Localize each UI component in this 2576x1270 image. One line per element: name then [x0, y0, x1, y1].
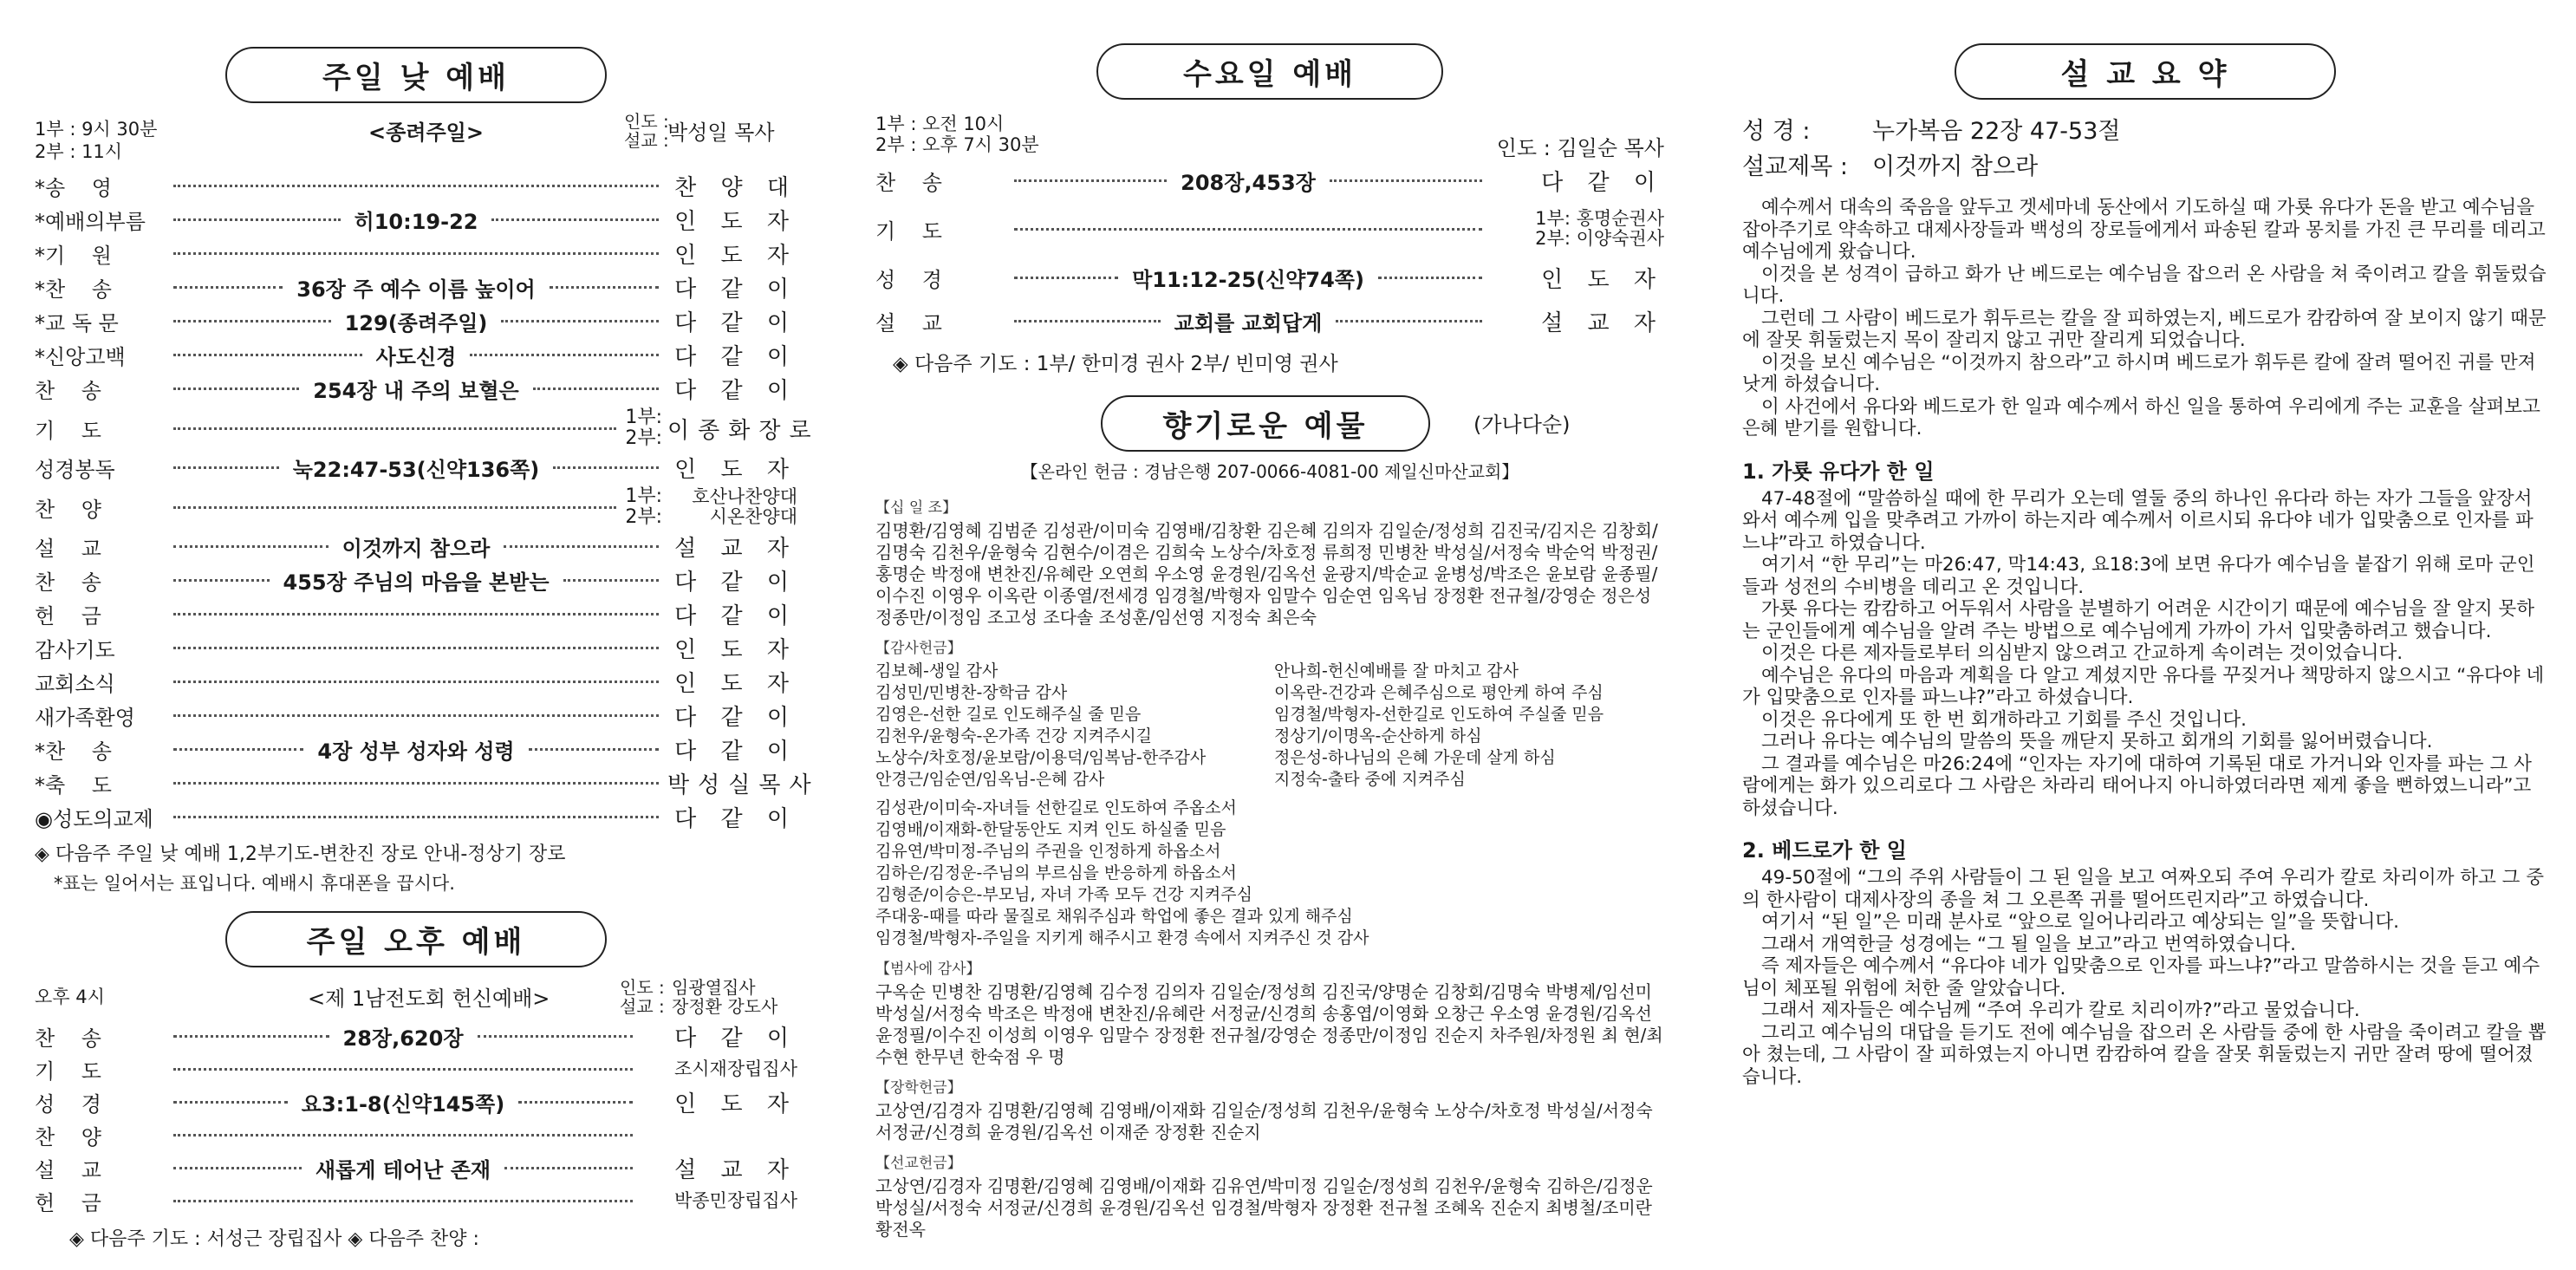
leader-dots	[173, 506, 616, 509]
order-label: *축 도	[35, 773, 112, 798]
leader-dots	[553, 466, 659, 469]
subject-label: 설교제목 :	[1742, 153, 1849, 180]
leader-dots	[529, 748, 659, 751]
sermon-paragraph: 이것은 다른 제자들로부터 의심받지 않으려고 간교하게 속이려는 것이었습니다.	[1761, 642, 2404, 664]
order-person: 다 같 이	[674, 310, 797, 336]
thanks-entry: 김형준/이승은-부모님, 자녀 가족 모두 건강 지켜주심	[875, 885, 1252, 904]
gratitude-list: 구옥순 민병찬 김명환/김영혜 김수정 김의자 김일순/정성희 김진국/양명순 김창회/김명숙 박병제/임선미 박성실/서정숙 박조은 박정애 변찬진/유혜란 서정균/신경희 송홍엽/이영화 오창근 우소영 윤경원/김옥선 윤정필/이수진 이성희 이영우 임말수 장정환 전규철/강영순 정종만/이정임 진순지 차주원/차정원 최 현/최수현 한무년 한숙점 우 명	[875, 981, 1663, 1067]
leader-dots	[173, 647, 659, 649]
order-label: 기 도	[35, 1058, 101, 1084]
order-row	[35, 699, 797, 733]
thanks-entry: 김유연/박미정-주님의 주권을 인정하게 하옵소서	[875, 842, 1221, 861]
leader-dots	[173, 354, 362, 356]
order-label: 새가족환영	[35, 706, 135, 730]
leader-dots	[173, 714, 659, 717]
order-content: 254장 내 주의 보혈은	[313, 379, 519, 403]
thanks-entry: 안나희-헌신예배를 잘 마치고 감사	[1274, 661, 1519, 681]
wednesday-header	[875, 110, 1664, 159]
leader-dots	[504, 1167, 633, 1169]
service-time-2: 2부 : 11시	[35, 141, 123, 162]
order-content: 막11:12-25(신약74쪽)	[1132, 267, 1364, 292]
leader-dots	[173, 748, 303, 751]
order-row	[35, 372, 797, 406]
order-label: *찬 송	[35, 739, 112, 764]
order-person: 설 교 자	[674, 1156, 797, 1183]
order-row	[35, 485, 797, 530]
order-row	[35, 237, 797, 270]
leader-dots	[173, 218, 341, 221]
order-label: 기 도	[35, 418, 101, 443]
leader-dots	[173, 545, 329, 548]
sermon-paragraph: 즉 제자들은 예수께서 “유다야 네가 입맞춤으로 인자를 파느냐?”라고 말씀하시는 것을 듣고 예수님이 체포될 위험에 처한 줄 알았습니다.	[1742, 955, 2540, 1000]
order-row	[35, 338, 797, 372]
sermon-paragraph: 여기서 “한 무리”는 마26:47, 막14:43, 요18:3에 보면 유다가 예수님을 붙잡기 위해 로마 군인들과 성전의 수비병을 데리고 온 것입니다.	[1742, 554, 2535, 598]
pm-next-note: ◈ 다음주 기도 : 서성근 장립집사 ◈ 다음주 찬양 :	[69, 1228, 479, 1250]
order-row	[35, 1085, 797, 1118]
leader-dots	[533, 388, 659, 390]
order-person: 인 도 자	[674, 1091, 797, 1117]
order-row	[35, 270, 797, 304]
afternoon-worship-title-wrap	[225, 911, 607, 967]
section-2-body	[1742, 867, 2548, 1088]
order-label: *예배의부름	[35, 210, 146, 234]
leader-dots	[1014, 277, 1118, 279]
section-2-title: 2. 베드로가 한 일	[1742, 838, 1907, 863]
order-person: 다 같 이	[674, 1025, 798, 1052]
order-person: 다 같 이	[674, 570, 798, 596]
order-label: 성경봉독	[35, 458, 115, 482]
thanks-entry: 정은성-하나님의 은혜 가운데 살게 하심	[1274, 748, 1556, 767]
scripture-row	[1742, 112, 2548, 146]
sermon-paragraph: 가룟 유다는 캄캄하고 어두워서 사람을 분별하기 어려운 시간이기 때문에 예수님을 잘 알지 못하는 군인들에게 예수님을 알려 주는 방법으로 예수님에게 가까이 가서 입맞춤하려고 했습니다.	[1742, 598, 2535, 642]
order-label: ◉성도의교제	[35, 807, 153, 831]
leader-dots	[173, 579, 270, 582]
wednesday-title-wrap	[1096, 43, 1443, 100]
order-label: 설 교	[35, 537, 101, 561]
order-person: 설 교 자	[1541, 309, 1664, 336]
section-1-body	[1742, 488, 2548, 820]
thanks-entry: 김성민/민병찬-장학금 감사	[875, 683, 1068, 702]
offering-sort-note: (가나다순)	[1473, 413, 1571, 437]
section-1-title: 1. 가룟 유다가 한 일	[1742, 459, 1935, 484]
order-row	[875, 256, 1664, 299]
thanks-head: 【감사헌금】	[875, 640, 962, 657]
sermon-paragraph: 47-48절에 “말씀하실 때에 한 무리가 오는데 열둘 중의 하나인 유다라 하는 자가 그들을 앞장서 와서 예수께 입을 맞추려고 가까이 하는지라 예수께서 이르시되 유다야 네가 입맞춤으로 인자를 파느냐”라고 하였습니다.	[1742, 487, 2534, 554]
leader-dots	[491, 218, 659, 221]
order-label: 찬 양	[35, 497, 101, 522]
order-person: 인 도 자	[1541, 266, 1665, 293]
wed-time-2: 2부 : 오후 7시 30분	[875, 134, 1039, 155]
leader-dots	[173, 1068, 633, 1071]
order-label: *신앙고백	[35, 345, 126, 369]
leader-dots	[173, 1200, 633, 1202]
thanks-entry: 안경근/임순연/임옥님-은혜 감사	[875, 770, 1105, 789]
wednesday-title: 수요일 예배	[1096, 43, 1443, 100]
leader-dots	[173, 1101, 288, 1104]
thanks-entry: 김보혜-생일 감사	[875, 661, 999, 681]
leader-dots	[478, 1035, 634, 1038]
sunday-worship-column	[35, 35, 820, 1250]
order-row	[35, 800, 797, 834]
order-content: 눅22:47-53(신약136쪽)	[292, 458, 540, 482]
order-row	[35, 1118, 797, 1151]
thanks-entry: 노상수/차호정/윤보람/이용덕/임복남-한주감사	[875, 748, 1207, 767]
pm-time: 오후 4시	[35, 987, 105, 1007]
thanks-entry: 이옥란-건강과 은혜주심으로 평안케 하여 주심	[1274, 683, 1603, 702]
order-label: 설 교	[875, 310, 942, 335]
order-person: 다 같 이	[674, 806, 797, 832]
sunday-worship-title-wrap	[225, 47, 607, 103]
order-label: 헌 금	[35, 1190, 101, 1215]
thanks-entry: 김하은/김정운-주님의 부르심을 반응하게 하옵소서	[875, 863, 1237, 882]
sermon-summary-title: 설 교 요 약	[1955, 43, 2336, 100]
order-label: *찬 송	[35, 277, 112, 302]
mission-head: 【선교헌금】	[875, 1155, 962, 1172]
thanks-entry: 김천우/윤형숙-온가족 건강 지켜주시길	[875, 726, 1153, 746]
leader-dots	[518, 1101, 633, 1104]
thanks-entry: 정상기/이명옥-순산하게 하심	[1274, 726, 1482, 746]
order-label: 교회소식	[35, 672, 115, 696]
order-row	[35, 597, 797, 631]
order-row	[35, 766, 820, 800]
order-person: 박종민장립집사	[673, 1189, 797, 1211]
leader-dots	[173, 427, 616, 430]
leader-dots	[550, 286, 659, 289]
order-label: 성 경	[875, 267, 942, 292]
order-content: 36장 주 예수 이름 높이어	[296, 277, 536, 302]
thanks-list	[875, 661, 1664, 791]
leader-dots	[563, 579, 660, 582]
order-label: 성 경	[35, 1091, 101, 1117]
offering-title-row	[875, 395, 1664, 451]
order-person: 1부: 홍명순권사 2부: 이양숙권사	[1535, 208, 1664, 249]
leader-dots	[173, 185, 659, 187]
order-content: 4장 성부 성자와 성령	[317, 739, 515, 764]
order-row	[35, 733, 797, 766]
thanks-entry: 주대웅-때를 따라 물질로 채워주심과 학업에 좋은 결과 있게 해주심	[875, 907, 1353, 926]
offering-title: 향기로운 예물	[1101, 395, 1430, 452]
service-time-1: 1부 : 9시 30분	[35, 119, 158, 140]
sermon-paragraph: 이것은 유다에게 또 한 번 회개하라고 기회를 주신 것입니다.	[1761, 708, 2247, 731]
leader-dots	[470, 354, 659, 356]
order-part-labels: 1부: 2부:	[625, 485, 662, 528]
leader-dots	[173, 681, 659, 683]
sermon-paragraph: 여기서 “된 일”은 미래 분사로 “앞으로 일어나리라고 예상되는 일”을 뜻합니다.	[1761, 911, 2399, 933]
leader-dots	[501, 320, 659, 322]
leader-dots	[1014, 228, 1482, 231]
order-row	[35, 203, 797, 237]
order-person: 다 같 이	[674, 378, 798, 404]
leader-dots	[173, 1167, 302, 1169]
leader-dots	[173, 782, 659, 785]
leader-dots	[1014, 179, 1167, 182]
afternoon-worship-title: 주일 오후 예배	[225, 911, 607, 967]
order-content: 455장 주님의 마음을 본받는	[283, 570, 550, 595]
order-person: 다 같 이	[674, 344, 797, 370]
thanks-entry: 김영배/이재화-한달동안도 지켜 인도 하실줄 믿음	[875, 820, 1226, 839]
sermon-paragraph: 이것을 보신 예수님은 “이것까지 참으라”고 하시며 베드로가 휘두른 칼에 잘려 떨어진 귀를 만져 낫게 하셨습니다.	[1742, 351, 2536, 395]
order-label: 헌 금	[35, 604, 101, 628]
sermon-title-wrap	[1955, 43, 2336, 100]
order-person: 설 교 자	[674, 536, 797, 562]
order-person: 찬 양 대	[674, 175, 797, 201]
wed-time-1: 1부 : 오전 10시	[875, 114, 1005, 134]
order-row	[35, 1184, 797, 1217]
wednesday-offering-column	[875, 35, 1664, 1248]
standing-note: *표는 일어서는 표입니다. 예배시 휴대폰을 끕시다.	[54, 873, 455, 894]
order-content: 28장,620장	[342, 1026, 464, 1051]
leader-dots	[173, 388, 299, 390]
leader-dots	[1378, 277, 1482, 279]
sermon-paragraph: 그런데 그 사람이 베드로가 휘두르는 칼을 잘 피하였는지, 베드로가 캄캄하여 잘 보이지 않기 때문에 잘못 휘둘렀는지 목이 잘리지 않고 귀만 잘리게 되었습니다.	[1742, 307, 2547, 351]
thanks-list-2	[875, 798, 1664, 949]
leader-dots	[173, 252, 659, 255]
order-person: 인 도 자	[674, 637, 797, 663]
order-person: 이종화장로	[667, 417, 820, 444]
sermon-summary-column	[1742, 35, 2548, 1248]
sermon-paragraph: 그리고 예수님의 대답을 듣기도 전에 예수님을 잡으러 온 사람들 중에 한 사람을 죽이려고 칼을 뽑아 쳤는데, 그 사람이 잘 피하였는지 아니면 캄캄하여 칼을 잘못 휘둘렀는지 귀만 잘려 땅에 떨어졌습니다.	[1742, 1021, 2547, 1088]
order-person: 조시재장립집사	[673, 1058, 797, 1079]
order-content: 교회를 교회답게	[1174, 310, 1323, 335]
order-person: 인 도 자	[674, 457, 797, 483]
order-person: 다 같 이	[674, 277, 798, 303]
order-part-labels: 1부: 2부:	[625, 407, 662, 449]
order-row	[35, 563, 797, 597]
online-offering: 【온라인 헌금 : 경남은행 207-0066-4081-00 제일신마산교회】	[1020, 461, 1519, 482]
order-content: 208장,453장	[1181, 170, 1316, 195]
order-row	[35, 1052, 797, 1085]
leader-dots	[1336, 320, 1482, 322]
leader-dots	[173, 286, 283, 289]
sermon-subject: 이것까지 참으라	[1872, 153, 2039, 180]
order-row	[875, 159, 1664, 202]
sermon-paragraph: 49-50절에 “그의 주위 사람들이 그 된 일을 보고 여짜오되 주여 우리가 칼로 차리이까 하고 그 중의 한사람이 대제사장의 종을 쳐 그 오른쪽 귀를 떨어뜨린지라”고 하였습니다.	[1742, 867, 2545, 911]
order-row	[35, 665, 797, 699]
order-label: 찬 송	[875, 170, 942, 195]
leader-dots	[173, 320, 331, 322]
order-label: 찬 양	[35, 1124, 101, 1150]
sermon-paragraph: 이것을 본 성격이 급하고 화가 난 베드로는 예수님을 잡으러 온 사람을 쳐 죽이려고 칼을 휘둘렀습니다.	[1742, 263, 2547, 307]
order-label: *송 영	[35, 176, 112, 200]
thanks-entry: 지정숙-출타 중에 지켜주심	[1274, 770, 1466, 789]
gratitude-head: 【범사에 감사】	[875, 961, 981, 978]
order-row	[875, 202, 1664, 256]
scholarship-head: 【장학헌금】	[875, 1079, 962, 1097]
pm-leader-names: 임광열집사 장정환 강도사	[672, 977, 778, 1017]
tithe-list: 김명환/김영혜 김범준 김성관/이미숙 김영배/김창환 김은혜 김의자 김일순/정성희 김진국/김지은 김창회/김명숙 김천우/윤형숙 김현수/이겸은 김희숙 노상수/차호정 류희정 민병찬 박성실/서정숙 박순억 박정권/홍명순 박정애 변찬진/유혜란 오연희 우소영 윤경원/김옥선 윤광지/박순교 윤병성/박조은 윤보람 윤종필/이수진 이영우 이옥란 이종열/전세경 임경철/박형자 임말수 임순연 임옥님 장정환 전규철/강영순 정은성 정종만/이정임 조고성 조다솔 조성훈/임선영 지정숙 최은숙	[875, 520, 1658, 628]
order-person: 인 도 자	[674, 209, 798, 235]
order-person: 다 같 이	[674, 739, 797, 765]
order-person: 호산나찬양대 시온찬양대	[692, 486, 797, 527]
leader-dots	[173, 1134, 633, 1136]
order-label: 기 도	[875, 218, 942, 244]
order-content: 새롭게 테어난 존재	[315, 1157, 491, 1182]
scripture-label: 성 경 :	[1742, 118, 1811, 145]
order-label: *기 원	[35, 244, 112, 268]
sermon-paragraph: 그 결과를 예수님은 마26:24에 “인자는 자기에 대하여 기록된 대로 가거니와 인자를 파는 그 사람에게는 화가 있으리로다 그 사람은 차라리 태어나지 아니하였더라면 제게 좋을 뻔하였느니라”고 하셨습니다.	[1742, 752, 2532, 819]
order-label: *교 독 문	[35, 311, 119, 335]
thanks-entry: 임경철/박형자-주일을 지키게 해주시고 환경 속에서 지켜주신 것 감사	[875, 928, 1369, 948]
pm-day: <제 1남전도회 헌신예배>	[308, 987, 550, 1011]
order-row	[35, 1151, 797, 1184]
order-person: 다 같 이	[1541, 169, 1664, 196]
thanks-entry: 김성관/이미숙-자녀들 선한길로 인도하여 주옵소서	[875, 798, 1237, 817]
wed-leader: 인도 : 김일순 목사	[1496, 136, 1664, 160]
thanks-entry: 김영은-선한 길로 인도해주실 줄 믿음	[875, 705, 1142, 724]
leader-dots	[1014, 320, 1161, 322]
subject-row	[1742, 147, 2548, 181]
sunday-worship-header	[35, 111, 797, 169]
order-content: 이것까지 참으라	[342, 537, 491, 561]
sermon-paragraph: 예수님은 유다의 마음과 계획을 다 알고 계셨지만 유다를 꾸짖거나 책망하지 않으시고 “유다야 네가 입맞춤으로 인자를 파느냐?”라고 하셨습니다.	[1742, 664, 2545, 708]
leader-dots	[1330, 179, 1482, 182]
sermon-paragraph: 그래서 개역한글 성경에는 “그 될 일을 보고”라고 번역하였습니다.	[1761, 933, 2296, 955]
afternoon-order	[35, 1019, 797, 1217]
wednesday-order	[875, 159, 1664, 342]
order-row	[875, 299, 1664, 342]
order-of-worship	[35, 169, 820, 834]
order-label: 감사기도	[35, 638, 115, 662]
order-row	[35, 169, 797, 203]
order-row	[35, 451, 797, 485]
wed-next-note: ◈ 다음주 기도 : 1부/ 한미경 권사 2부/ 빈미영 권사	[893, 353, 1338, 375]
order-row	[35, 530, 797, 563]
order-row	[35, 1019, 797, 1052]
afternoon-worship-header	[35, 978, 797, 1019]
order-row	[35, 406, 820, 451]
thanks-entry: 임경철/박형자-선한길로 인도하여 주실줄 믿음	[1274, 705, 1604, 724]
pm-leader-labels: 인도 : 설교 :	[620, 977, 665, 1017]
scholarship-list: 고상연/김경자 김명환/김영혜 김영배/이재화 김일순/정성희 김천우/윤형숙 노상수/차호정 박성실/서정숙 서정균/신경희 윤경원/김옥선 이재준 장정환 진순지	[875, 1100, 1653, 1143]
leader-dots	[173, 1035, 329, 1038]
sermon-intro	[1742, 197, 2548, 440]
tithe-head: 【십 일 조】	[875, 499, 958, 517]
order-row	[35, 631, 797, 665]
next-week-note: ◈ 다음주 주일 낮 예배 1,2부기도-변찬진 장로 안내-정상기 장로	[35, 843, 566, 865]
leader-dots	[173, 613, 659, 615]
sermon-paragraph: 이 사건에서 유다와 베드로가 한 일과 예수께서 하신 일을 통하여 우리에게 주는 교훈을 살펴보고 은혜 받기를 원합니다.	[1742, 395, 2540, 440]
mission-list: 고상연/김경자 김명환/김영혜 김영배/이재화 김유연/박미정 김일순/정성희 김천우/윤형숙 김하은/김정운 박성실/서정숙 서정균/신경희 윤경원/김옥선 임경철/박형자 장정환 전규철 조혜옥 진순지 최병철/조미란 황전옥	[875, 1176, 1653, 1240]
order-person: 인 도 자	[674, 243, 797, 269]
leader-dots	[173, 466, 279, 469]
order-content: 129(종려주일)	[344, 311, 488, 335]
order-person: 다 같 이	[674, 603, 797, 629]
order-content: 사도신경	[375, 345, 457, 369]
order-row	[35, 304, 797, 338]
order-label: 찬 송	[35, 379, 101, 403]
order-label: 찬 송	[35, 570, 101, 595]
preacher-name: 박성일 목사	[667, 120, 775, 145]
sermon-paragraph: 그러나 유다는 예수님의 말씀의 뜻을 깨닫지 못하고 회개의 기회를 잃어버렸습니다.	[1761, 731, 2433, 752]
order-content: 요3:1-8(신약145쪽)	[301, 1091, 505, 1117]
sermon-paragraph: 예수께서 대속의 죽음을 앞두고 겟세마네 동산에서 기도하실 때 가룟 유다가 돈을 받고 예수님을 잡아주기로 약속하고 대제사장들과 백성의 장로들에게서 파송된 칼과 몽치를 가진 큰 무리를 데리고 예수님에게 왔습니다.	[1742, 197, 2546, 263]
offering-title-wrap	[1101, 395, 1430, 452]
sermon-paragraph: 그래서 제자들은 예수님께 “주여 우리가 칼로 치리이까?”라고 물었습니다.	[1761, 1000, 2360, 1021]
leader-dots	[173, 816, 659, 818]
leader-labels: 인도 : 설교 :	[624, 111, 669, 151]
leader-dots	[504, 545, 659, 548]
liturgical-day: <종려주일>	[368, 120, 484, 145]
order-label: 찬 송	[35, 1026, 101, 1051]
order-person: 다 같 이	[674, 705, 797, 731]
order-person: 박성실목사	[667, 772, 820, 798]
order-content: 히10:19-22	[354, 210, 478, 234]
order-label: 설 교	[35, 1157, 101, 1182]
scripture-ref: 누가복음 22장 47-53절	[1872, 118, 2121, 145]
order-person: 인 도 자	[674, 671, 797, 697]
sunday-worship-title: 주일 낮 예배	[225, 47, 607, 103]
